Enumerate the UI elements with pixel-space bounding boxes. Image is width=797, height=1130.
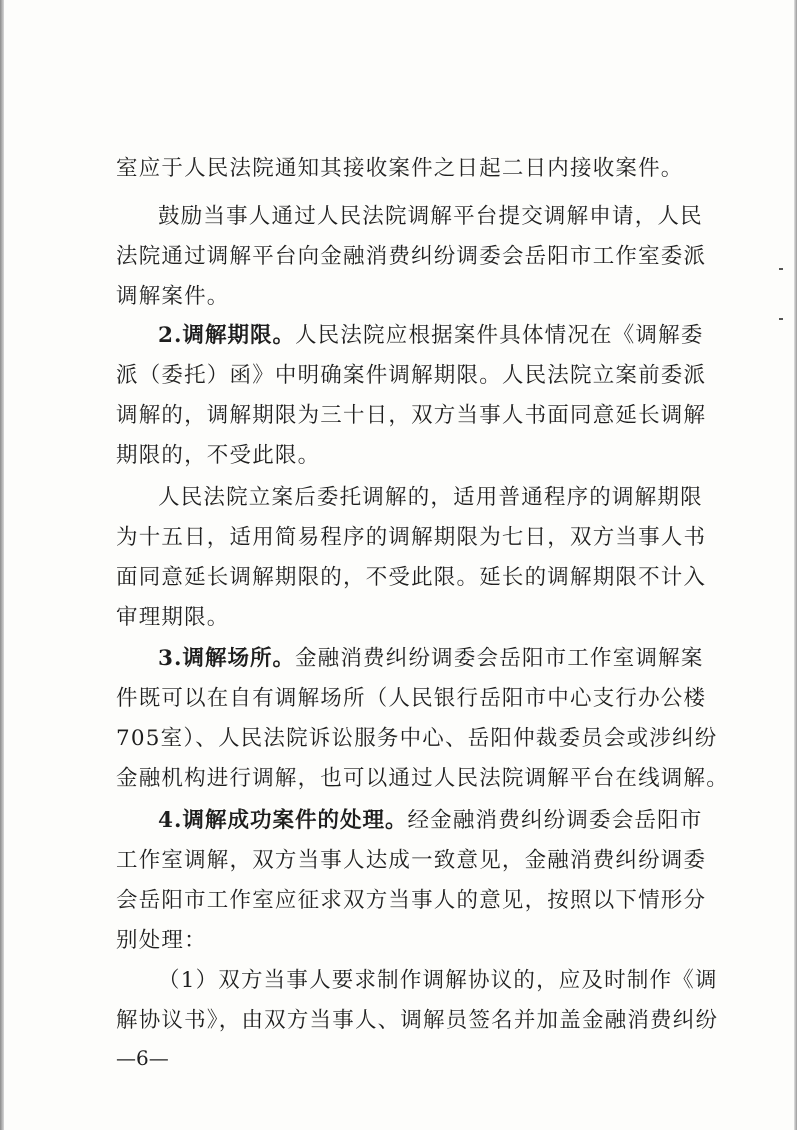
paragraph-line: 金融机构进行调解，也可以通过人民法院调解平台在线调解。 [116, 766, 729, 791]
section-heading: 2.调解期限。 [158, 323, 295, 348]
scan-edge-left [0, 0, 4, 1130]
section-heading: 3.调解场所。 [158, 646, 295, 671]
paragraph-line: 鼓励当事人通过人民法院调解平台提交调解申请，人民 [158, 204, 703, 229]
scan-mark [779, 268, 783, 270]
paragraph-line: 调解的，调解期限为三十日，双方当事人书面同意延长调解 [116, 403, 707, 428]
paragraph-line: （1）双方当事人要求制作调解协议的，应及时制作《调 [158, 968, 718, 993]
paragraph-line: 法院通过调解平台向金融消费纠纷调委会岳阳市工作室委派 [116, 244, 707, 269]
paragraph-line: 别处理： [116, 928, 207, 953]
paragraph-line: 面同意延长调解期限的，不受此限。延长的调解期限不计入 [116, 565, 707, 590]
paragraph-line: 解协议书》，由双方当事人、调解员签名并加盖金融消费纠纷 [116, 1008, 719, 1033]
section-line [158, 644, 704, 674]
paragraph-line: 为十五日，适用简易程序的调解期限为七日，双方当事人书 [116, 525, 707, 550]
paragraph-line: 审理期限。 [116, 605, 230, 630]
paragraph-text: 金融消费纠纷调委会岳阳市工作室调解案 [294, 646, 704, 671]
paragraph-line: 会岳阳市工作室应征求双方当事人的意见，按照以下情形分 [116, 888, 707, 913]
paragraph-line: 件既可以在自有调解场所（人民银行岳阳市中心支行办公楼 [116, 686, 707, 711]
paragraph-line: 705室）、人民法院诉讼服务中心、岳阳仲裁委员会或涉纠纷 [116, 726, 718, 751]
paragraph-text: 经金融消费纠纷调委会岳阳市 [407, 808, 703, 833]
section-line [158, 321, 704, 351]
paragraph-line: 工作室调解，双方当事人达成一致意见，金融消费纠纷调委 [116, 848, 707, 873]
paragraph-line: 期限的，不受此限。 [116, 443, 321, 468]
section-line [158, 806, 703, 836]
scan-mark [779, 318, 783, 320]
paragraph-text: 人民法院应根据案件具体情况在《调解委 [294, 323, 704, 348]
paragraph-line: 人民法院立案后委托调解的，适用普通程序的调解期限 [158, 485, 703, 510]
paragraph-line: 调解案件。 [116, 284, 230, 309]
paragraph-line: 室应于人民法院通知其接收案件之日起二日内接收案件。 [116, 156, 684, 181]
section-heading: 4.调解成功案件的处理。 [158, 808, 408, 833]
page-number: —6— [116, 1046, 169, 1070]
paragraph-line: 派（委托）函》中明确案件调解期限。人民法院立案前委派 [116, 363, 707, 388]
